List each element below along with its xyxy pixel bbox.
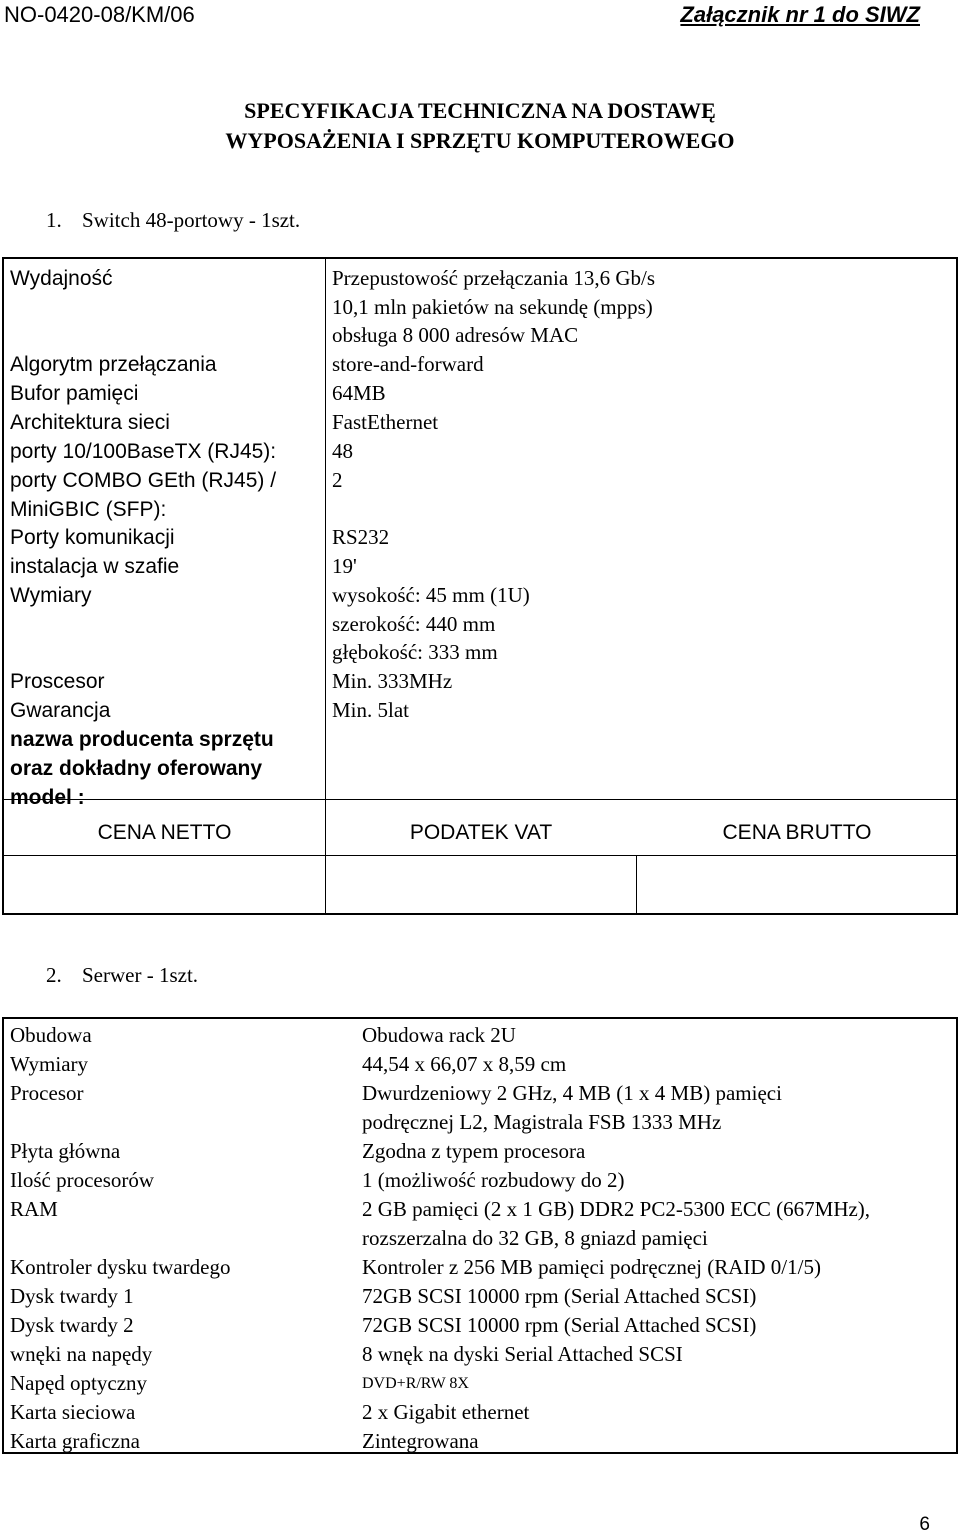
- spec-value: 2 GB pamięci (2 x 1 GB) DDR2 PC2-5300 ECC (667MHz),: [362, 1197, 871, 1221]
- spec-value: 19': [332, 554, 357, 578]
- spec-value: Kontroler z 256 MB pamięci podręcznej (RAID 0/1/5): [362, 1255, 821, 1279]
- spec-label: Napęd optyczny: [10, 1371, 148, 1395]
- spec-label: Gwarancja: [10, 699, 111, 722]
- spec-label: Proscesor: [10, 670, 105, 693]
- column-divider: [325, 259, 326, 855]
- attachment-label: Załącznik nr 1 do SIWZ: [680, 2, 920, 27]
- spec-value: DVD+R/RW 8X: [362, 1375, 469, 1392]
- spec-label: Obudowa: [10, 1023, 92, 1047]
- spec-value: szerokość: 440 mm: [332, 612, 496, 636]
- spec-label: Architektura sieci: [10, 411, 170, 434]
- spec-value: 64MB: [332, 381, 386, 405]
- spec-value: Min. 5lat: [332, 698, 409, 722]
- section-label: Switch 48-portowy - 1szt.: [82, 208, 301, 232]
- switch-spec-table: [2, 257, 958, 915]
- spec-value: store-and-forward: [332, 352, 484, 376]
- spec-value: 44,54 x 66,07 x 8,59 cm: [362, 1052, 567, 1076]
- price-netto-header: CENA NETTO: [97, 821, 232, 844]
- spec-value: głębokość: 333 mm: [332, 640, 498, 664]
- spec-label: instalacja w szafie: [10, 555, 180, 578]
- section-label: Serwer - 1szt.: [82, 963, 199, 987]
- spec-value: Zgodna z typem procesora: [362, 1139, 586, 1163]
- spec-value: 1 (możliwość rozbudowy do 2): [362, 1168, 625, 1192]
- spec-value: obsługa 8 000 adresów MAC: [332, 323, 579, 347]
- section-number: 1.: [46, 208, 62, 232]
- page-title: [0, 96, 960, 156]
- spec-value: podręcznej L2, Magistrala FSB 1333 MHz: [362, 1110, 722, 1134]
- price-brutto-field[interactable]: [637, 856, 957, 913]
- title-line-2: WYPOSAŻENIA I SPRZĘTU KOMPUTEROWEGO: [225, 128, 735, 153]
- spec-label: Dysk twardy 1: [10, 1284, 134, 1308]
- spec-value: 48: [332, 439, 353, 463]
- spec-value: Zintegrowana: [362, 1429, 479, 1453]
- spec-label: Bufor pamięci: [10, 382, 139, 405]
- server-spec-table: [2, 1017, 958, 1454]
- vat-field[interactable]: [326, 856, 636, 913]
- manufacturer-model-label: nazwa producenta sprzętu oraz dokładny oferowany model :: [10, 728, 274, 809]
- spec-label: porty 10/100BaseTX (RJ45):: [10, 440, 277, 463]
- spec-label: Wymiary: [10, 584, 92, 607]
- spec-label: Płyta główna: [10, 1139, 121, 1163]
- page-number: 6: [919, 1514, 930, 1535]
- spec-label: wnęki na napędy: [10, 1342, 153, 1366]
- spec-value: Dwurdzeniowy 2 GHz, 4 MB (1 x 4 MB) pamięci: [362, 1081, 782, 1105]
- spec-value: Obudowa rack 2U: [362, 1023, 516, 1047]
- spec-value: Min. 333MHz: [332, 669, 453, 693]
- spec-label: Kontroler dysku twardego: [10, 1255, 231, 1279]
- spec-label: Ilość procesorów: [10, 1168, 155, 1192]
- spec-label: Porty komunikacji: [10, 526, 175, 549]
- spec-value: 72GB SCSI 10000 rpm (Serial Attached SCSI): [362, 1284, 757, 1308]
- section-heading-server: [46, 963, 198, 988]
- spec-value: RS232: [332, 525, 390, 549]
- spec-value: wysokość: 45 mm (1U): [332, 583, 530, 607]
- section-number: 2.: [46, 963, 62, 987]
- spec-value: 72GB SCSI 10000 rpm (Serial Attached SCSI): [362, 1313, 757, 1337]
- spec-value: 2: [332, 468, 343, 492]
- spec-value: 2 x Gigabit ethernet: [362, 1400, 530, 1424]
- vat-header: PODATEK VAT: [409, 821, 553, 844]
- spec-label: Karta sieciowa: [10, 1400, 136, 1424]
- document-reference: NO-0420-08/KM/06: [4, 2, 195, 27]
- spec-value: 8 wnęk na dyski Serial Attached SCSI: [362, 1342, 683, 1366]
- price-netto-field[interactable]: [4, 856, 325, 913]
- price-brutto-header: CENA BRUTTO: [722, 821, 872, 844]
- spec-label: Procesor: [10, 1081, 84, 1105]
- spec-label: Karta graficzna: [10, 1429, 140, 1453]
- spec-value: rozszerzalna do 32 GB, 8 gniazd pamięci: [362, 1226, 708, 1250]
- spec-label: Dysk twardy 2: [10, 1313, 134, 1337]
- spec-value: 10,1 mln pakietów na sekundę (mpps): [332, 295, 653, 319]
- spec-label: porty COMBO GEth (RJ45) / MiniGBIC (SFP):: [10, 469, 277, 521]
- title-line-1: SPECYFIKACJA TECHNICZNA NA DOSTAWĘ: [244, 98, 716, 123]
- spec-label: Wydajność: [10, 267, 113, 290]
- spec-value: Przepustowość przełączania 13,6 Gb/s: [332, 266, 656, 290]
- spec-label: Algorytm przełączania: [10, 353, 217, 376]
- spec-label: RAM: [10, 1197, 58, 1221]
- spec-label: Wymiary: [10, 1052, 89, 1076]
- section-heading-switch: [46, 208, 300, 233]
- spec-value: FastEthernet: [332, 410, 439, 434]
